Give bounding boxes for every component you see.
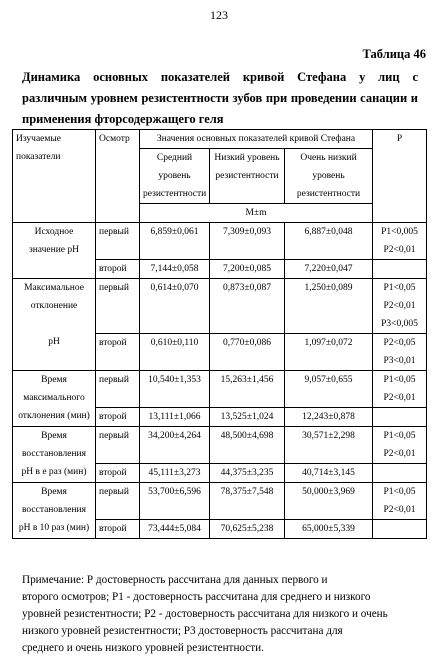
header-low: Низкий уровень резистентности <box>210 149 285 204</box>
note-line: низкого уровней резистентности; Р3 достоверность рассчитана для <box>22 625 343 637</box>
indicator-line: максимального <box>23 393 85 403</box>
header-group: Значения основных показателей кривой Стефана <box>140 130 373 149</box>
medium-cell: 13,111±1,066 <box>140 408 210 427</box>
medium-cell: 0,610±0,110 <box>140 334 210 371</box>
page-number: 123 <box>210 8 228 22</box>
p-cell <box>373 371 427 408</box>
medium-cell: 10,540±1,353 <box>140 371 210 408</box>
indicator-line: Время <box>41 431 67 441</box>
exam-cell: первый <box>96 223 140 260</box>
table-row <box>13 223 427 260</box>
medium-cell: 0,614±0,070 <box>140 279 210 334</box>
exam-cell: второй <box>96 334 140 371</box>
header-medium: Средний уровень резистентности <box>140 149 210 204</box>
medium-cell: 7,144±0,058 <box>140 260 210 279</box>
table-body <box>13 223 427 539</box>
very-low-cell: 1,250±0,089 <box>285 279 373 334</box>
table-row <box>13 427 427 464</box>
table-label: Таблица 46 <box>362 47 426 61</box>
p-value: P1<0,05 <box>383 487 416 497</box>
indicator-cell <box>13 223 96 279</box>
p-cell <box>373 427 427 464</box>
exam-cell: второй <box>96 464 140 483</box>
table-note <box>22 572 418 657</box>
p-cell <box>373 334 427 371</box>
medium-cell: 53,700±6,596 <box>140 483 210 520</box>
indicator-line <box>16 315 92 333</box>
low-cell: 48,500±4,698 <box>210 427 285 464</box>
low-cell: 70,625±5,238 <box>210 520 285 539</box>
indicator-cell <box>13 483 96 539</box>
low-cell: 7,309±0,093 <box>210 223 285 260</box>
p-value: P3<0,005 <box>381 319 418 329</box>
very-low-cell: 40,714±3,145 <box>285 464 373 483</box>
medium-cell: 6,859±0,061 <box>140 223 210 260</box>
header-indicator: Изучаемые показатели <box>13 130 96 223</box>
very-low-cell: 12,243±0,878 <box>285 408 373 427</box>
low-cell: 0,770±0,086 <box>210 334 285 371</box>
medium-cell: 73,444±5,084 <box>140 520 210 539</box>
p-value: P1<0,05 <box>383 431 416 441</box>
exam-cell: первый <box>96 427 140 464</box>
table-row <box>13 371 427 408</box>
low-cell: 13,525±1,024 <box>210 408 285 427</box>
title-line: Динамика основных показателей кривой Стефана у лиц с <box>22 70 418 84</box>
low-cell: 78,375±7,548 <box>210 483 285 520</box>
note-line: второго осмотров; Р1 - достоверность рассчитана для среднего и низкого <box>22 591 371 603</box>
low-cell: 0,873±0,087 <box>210 279 285 334</box>
p-value: P2<0,05 <box>383 338 416 348</box>
exam-cell: второй <box>96 260 140 279</box>
low-cell: 15,263±1,456 <box>210 371 285 408</box>
indicator-line: восстановления <box>21 505 86 515</box>
low-cell: 44,375±3,235 <box>210 464 285 483</box>
p-cell <box>373 464 427 483</box>
table-row <box>13 483 427 520</box>
indicator-cell <box>13 371 96 427</box>
indicator-line: отклонение <box>30 301 78 311</box>
header-p: P <box>373 130 427 223</box>
exam-cell: второй <box>96 520 140 539</box>
exam-cell: первый <box>96 371 140 408</box>
header-exam: Осмотр <box>96 130 140 223</box>
stefan-curve-table <box>12 129 427 539</box>
p-value: P2<0,01 <box>383 245 416 255</box>
very-low-cell: 9,057±0,655 <box>285 371 373 408</box>
p-value: P2<0,01 <box>383 393 416 403</box>
note-line: среднего и очень низкого уровней резистентности. <box>22 642 264 654</box>
very-low-cell: 6,887±0,048 <box>285 223 373 260</box>
indicator-line: восстановления <box>21 449 86 459</box>
p-value: P1<0,005 <box>381 227 418 237</box>
p-value: P1<0,05 <box>383 375 416 385</box>
indicator-line: pH в е раз (мин) <box>21 467 87 477</box>
p-value: P3<0,01 <box>383 356 416 366</box>
p-value: P1<0,05 <box>383 283 416 293</box>
exam-cell: второй <box>96 408 140 427</box>
p-cell <box>373 408 427 427</box>
indicator-cell <box>13 279 96 371</box>
indicator-line: Максимальное <box>24 283 84 293</box>
indicator-cell <box>13 427 96 483</box>
very-low-cell: 1,097±0,072 <box>285 334 373 371</box>
very-low-cell: 50,000±3,969 <box>285 483 373 520</box>
note-line: уровней резистентности; Р2 - достоверность рассчитана для низкого и очень <box>22 608 388 620</box>
indicator-line: значение pH <box>28 245 80 255</box>
very-low-cell: 7,220±0,047 <box>285 260 373 279</box>
header-very-low: Очень низкий уровень резистентности <box>285 149 373 204</box>
p-cell <box>373 520 427 539</box>
header-unit: M±m <box>140 204 373 223</box>
indicator-line: Время <box>41 487 67 497</box>
exam-cell: первый <box>96 483 140 520</box>
indicator-line: Исходное <box>34 227 74 237</box>
medium-cell: 34,200±4,264 <box>140 427 210 464</box>
table-row <box>13 279 427 334</box>
very-low-cell: 30,571±2,298 <box>285 427 373 464</box>
p-value: P2<0,01 <box>383 301 416 311</box>
exam-cell: первый <box>96 279 140 334</box>
p-cell <box>373 279 427 334</box>
indicator-line: Время <box>41 375 67 385</box>
very-low-cell: 65,000±5,339 <box>285 520 373 539</box>
note-line: Примечание: Р достоверность рассчитана для данных первого и <box>22 574 328 586</box>
p-cell <box>373 483 427 520</box>
title-line: применения фторсодержащего геля <box>22 112 224 126</box>
indicator-line: pH в 10 раз (мин) <box>18 523 90 533</box>
p-value: P2<0,01 <box>383 505 416 515</box>
table-title <box>22 67 418 130</box>
p-value: P2<0,01 <box>383 449 416 459</box>
p-cell <box>373 260 427 279</box>
indicator-line: pH <box>48 337 60 347</box>
indicator-line: отклонения (мин) <box>18 411 90 421</box>
medium-cell: 45,111±3,273 <box>140 464 210 483</box>
p-cell <box>373 223 427 260</box>
title-line: различным уровнем резистентности зубов при проведении санации и <box>22 91 418 105</box>
low-cell: 7,200±0,085 <box>210 260 285 279</box>
